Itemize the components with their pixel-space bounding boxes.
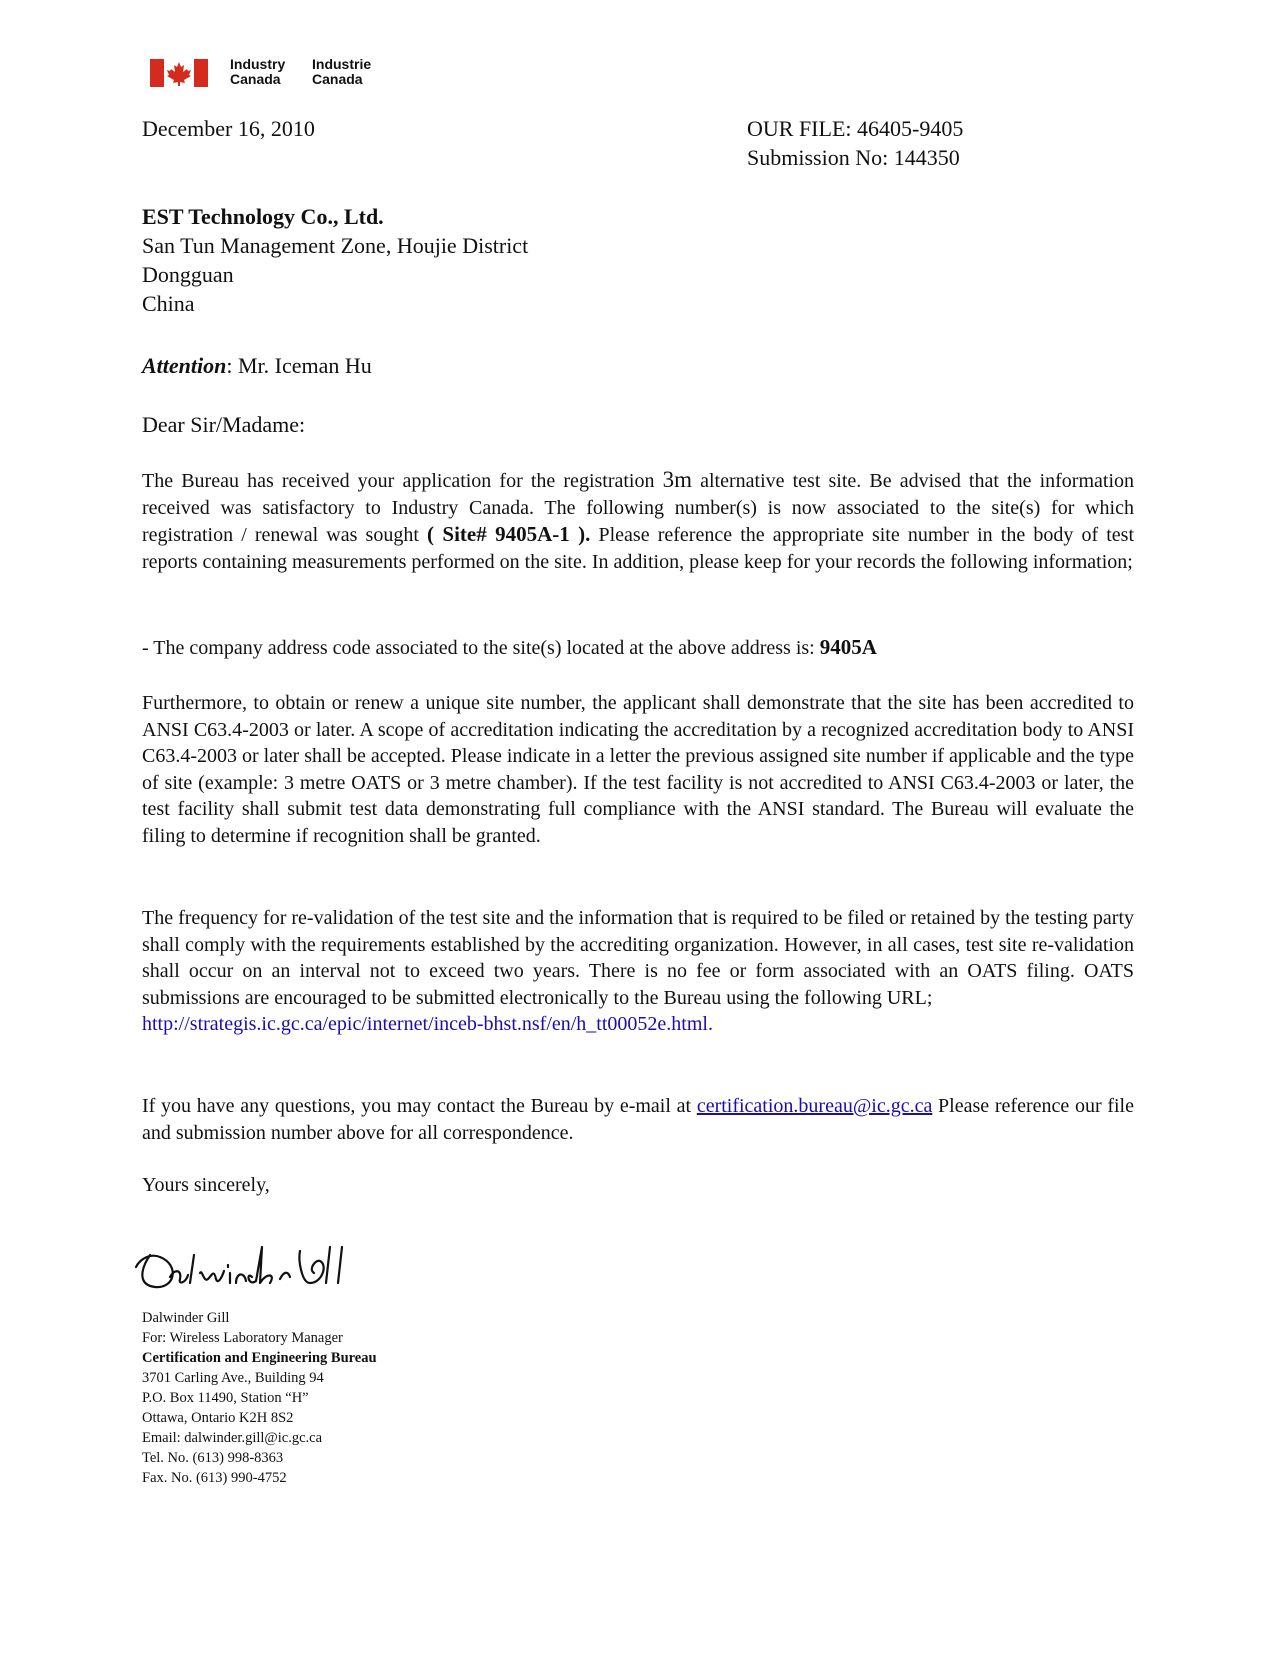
attention-name: : Mr. Iceman Hu xyxy=(226,353,372,378)
submission-url-link[interactable]: http://strategis.ic.gc.ca/epic/internet/inceb-bhst.nsf/en/h_tt00052e.html. xyxy=(142,1013,713,1036)
recipient-company: EST Technology Co., Ltd. xyxy=(142,204,384,229)
bureau-email-link[interactable]: certification.bureau@ic.gc.ca xyxy=(696,1095,933,1117)
p5-text-b: Please reference our file and submission number above for all correspondence. xyxy=(142,1095,1134,1144)
paragraph-registration xyxy=(142,467,1134,575)
company-address-code: 9405A xyxy=(819,635,877,659)
logo-en-line2: Canada xyxy=(230,71,281,87)
closing: Yours sincerely, xyxy=(142,1174,270,1196)
attention-line xyxy=(142,351,372,380)
recipient-address xyxy=(142,202,528,318)
signer-email: Email: dalwinder.gill@ic.gc.ca xyxy=(142,1430,323,1446)
signer-tel: Tel. No. (613) 998-8363 xyxy=(142,1450,284,1466)
logo-en-line1: Industry xyxy=(230,56,286,72)
submission-number: Submission No: 144350 xyxy=(747,145,960,170)
p2-text: - The company address code associated to the site(s) located at the above address is: xyxy=(142,637,820,659)
signer-address2: P.O. Box 11490, Station “H” xyxy=(142,1390,309,1406)
p1-text-a: The Bureau has received your application for the registration xyxy=(142,470,663,492)
paragraph-contact xyxy=(142,1093,1134,1146)
salutation: Dear Sir/Madame: xyxy=(142,412,306,437)
p5-text-a: If you have any questions, you may contact the Bureau by e-mail at xyxy=(142,1095,697,1117)
signer-address1: 3701 Carling Ave., Building 94 xyxy=(142,1370,324,1386)
paragraph-accreditation: Furthermore, to obtain or renew a unique site number, the applicant shall demonstrate that the site has been accredited to ANSI C63.4-2003 or later. A scope of accreditation indicating the accreditation by a recognized accreditation body to ANSI C63.4-2003 or later shall be accepted. Please indicate in a letter the previous assigned site number if applicable and the type of site (example: 3 metre OATS or 3 metre chamber). If the test facility is not accredited to ANSI C63.4-2003 or later, the test facility shall submit test data demonstrating full compliance with the ANSI standard. The Bureau will evaluate the filing to determine if recognition shall be granted. xyxy=(142,692,1134,847)
our-file: OUR FILE: 46405-9405 xyxy=(747,116,964,141)
industry-canada-logo xyxy=(150,55,390,93)
attention-label: Attention xyxy=(142,353,227,378)
canada-flag-icon xyxy=(150,59,208,87)
recipient-line2: Dongguan xyxy=(142,262,234,287)
paragraph-revalidation xyxy=(142,905,1134,1038)
logo-english xyxy=(230,57,285,87)
p1-text-d: Please reference the appropriate site number in the body of test reports containing measurements performed on the site. In addition, please keep for your records the following information; xyxy=(142,524,1135,573)
logo-french xyxy=(312,57,371,87)
logo-fr-line2: Canada xyxy=(312,71,363,87)
logo-fr-line1: Industrie xyxy=(312,56,372,72)
p1-test-distance: 3m xyxy=(662,467,692,492)
p4-text: The frequency for re-validation of the test site and the information that is required to be filed or retained by the testing party shall comply with the requirements established by the accrediting organization. However, in all cases, test site re-validation shall occur on an interval not to exceed two years. There is no fee or form associated with an OATS filing. OATS submissions are encouraged to be submitted electronically to the Bureau using the following URL; xyxy=(142,907,1134,1009)
paragraph-address-code xyxy=(142,634,1134,662)
site-number: ( Site# 9405A-1 ). xyxy=(427,522,591,547)
handwritten-signature-icon xyxy=(130,1225,390,1295)
signer-name: Dalwinder Gill xyxy=(142,1310,230,1326)
signer-title: For: Wireless Laboratory Manager xyxy=(142,1330,343,1346)
signature-block xyxy=(142,1308,377,1488)
p1-text-c: alternative test site. Be advised that the information received was satisfactory to Industry Canada. The following number(s) is now associated to the site(s) for which registration / renewal was sought xyxy=(142,470,1134,547)
signer-organization: Certification and Engineering Bureau xyxy=(142,1350,377,1366)
signer-address3: Ottawa, Ontario K2H 8S2 xyxy=(142,1410,294,1426)
recipient-line1: San Tun Management Zone, Houjie District xyxy=(142,233,529,258)
file-reference xyxy=(747,114,963,172)
letter-date: December 16, 2010 xyxy=(142,116,315,141)
recipient-line3: China xyxy=(142,291,195,316)
signer-fax: Fax. No. (613) 990-4752 xyxy=(142,1470,287,1486)
